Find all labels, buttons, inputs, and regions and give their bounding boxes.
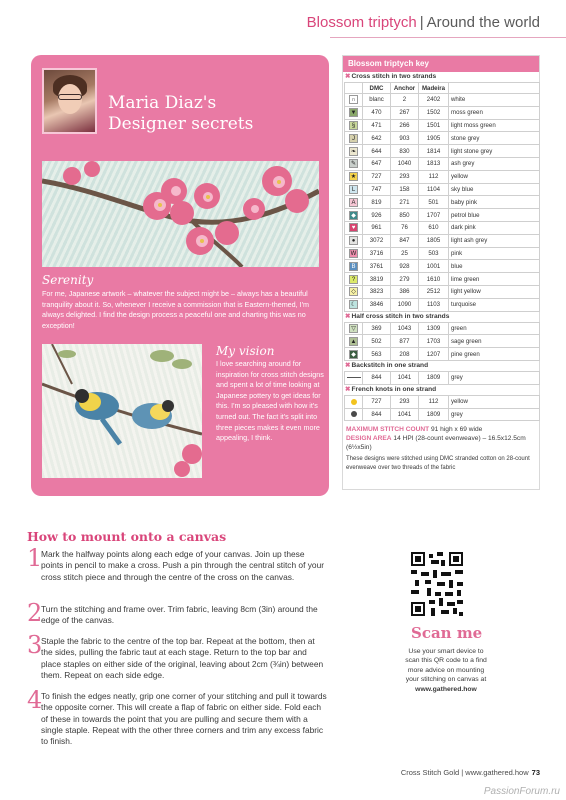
dmc-code: 926 xyxy=(363,209,391,222)
swatch-cell xyxy=(345,371,363,384)
stitch-symbol-icon: ☾ xyxy=(350,302,357,309)
stitch-key xyxy=(342,55,540,490)
key-row xyxy=(345,234,540,247)
thread-name: baby pink xyxy=(449,196,540,209)
madeira-code: 2512 xyxy=(419,285,449,298)
thread-name: light stone grey xyxy=(449,145,540,158)
dmc-code: 644 xyxy=(363,145,391,158)
instruction-step xyxy=(27,686,327,747)
key-row xyxy=(345,298,540,311)
anchor-code: 1041 xyxy=(391,371,419,384)
anchor-code: 293 xyxy=(391,170,419,183)
name-column-header xyxy=(449,83,540,94)
key-row xyxy=(345,119,540,132)
madeira-code: 1814 xyxy=(419,145,449,158)
key-row xyxy=(345,247,540,260)
swatch-cell xyxy=(345,94,363,107)
cross-marker-icon: ✖ xyxy=(345,73,351,80)
swatch-cell xyxy=(345,322,363,335)
anchor-code: 2 xyxy=(391,94,419,107)
cross-marker-icon: ✖ xyxy=(345,385,351,393)
madeira-code: 112 xyxy=(419,395,449,408)
key-row xyxy=(345,221,540,234)
thread-name: yellow xyxy=(449,395,540,408)
thread-name: light ash grey xyxy=(449,234,540,247)
key-row xyxy=(345,371,540,384)
serenity-heading: Serenity xyxy=(42,273,94,287)
swatch-cell xyxy=(345,260,363,273)
anchor-code: 1090 xyxy=(391,298,419,311)
swatch-cell xyxy=(345,106,363,119)
step-text: Staple the fabric to the centre of the top bar. Repeat at the bottom, then at the sides, pulling the fabric taut at each stage. Return to the top bar and place staples on either side of the original, leaving about 2cm (¾in) between them. Repeat on each side edge. xyxy=(41,636,324,680)
anchor-code: 266 xyxy=(391,119,419,132)
swatch-cell xyxy=(345,335,363,348)
madeira-code: 501 xyxy=(419,196,449,209)
french-knots-heading: ✖French knots in one strand xyxy=(345,385,437,393)
site-watermark: PassionForum.ru xyxy=(483,786,560,797)
french-knots-table xyxy=(344,395,540,422)
madeira-code: 1309 xyxy=(419,322,449,335)
thread-name: stone grey xyxy=(449,132,540,145)
key-row xyxy=(345,157,540,170)
page-footer xyxy=(401,768,540,777)
column-header: DMC xyxy=(363,83,391,94)
stitch-symbol-icon: ▽ xyxy=(349,324,358,333)
cross-marker-icon: ✖ xyxy=(345,361,351,369)
dmc-code: 3072 xyxy=(363,234,391,247)
key-row xyxy=(345,209,540,222)
step-number: 4 xyxy=(27,686,43,714)
thread-name: grey xyxy=(449,408,540,421)
key-row xyxy=(345,145,540,158)
step-number: 1 xyxy=(27,544,43,572)
madeira-code: 1207 xyxy=(419,348,449,361)
anchor-code: 271 xyxy=(391,196,419,209)
cross-stitch-heading: ✖Cross stitch in two strands xyxy=(345,73,437,80)
dmc-code: 3716 xyxy=(363,247,391,260)
stitch-symbol-icon: § xyxy=(349,121,358,130)
thread-name: blue xyxy=(449,260,540,273)
anchor-code: 208 xyxy=(391,348,419,361)
swatch-cell xyxy=(345,408,363,421)
anchor-code: 279 xyxy=(391,273,419,286)
thread-name: dark pink xyxy=(449,221,540,234)
dmc-code: 642 xyxy=(363,132,391,145)
scan-url[interactable]: www.gathered.how xyxy=(415,685,477,693)
thread-name: ash grey xyxy=(449,157,540,170)
dmc-code: 3846 xyxy=(363,298,391,311)
thread-name: grey xyxy=(449,371,540,384)
swatch-cell xyxy=(345,395,363,408)
max-count-label: MAXIMUM STITCH COUNT xyxy=(346,426,430,434)
madeira-code: 1809 xyxy=(419,371,449,384)
vision-body: I love searching around for inspiration for cross stitch designs and spent a lot of time looking at Japanese pottery to get ideas for this. I'm so pleased with how it's turned out. The fact it's split into three pieces makes it even more appealing, I think. xyxy=(216,359,324,443)
birds-illustration xyxy=(42,344,202,478)
column-header: Madeira xyxy=(419,83,449,94)
stitch-symbol-icon: ∩ xyxy=(349,95,358,104)
running-header xyxy=(307,14,540,31)
scan-heading: Scan me xyxy=(411,624,483,642)
key-header-row xyxy=(345,83,540,94)
thread-name: light moss green xyxy=(449,119,540,132)
page-number: 73 xyxy=(531,768,540,777)
thread-name: pine green xyxy=(449,348,540,361)
dmc-code: 470 xyxy=(363,106,391,119)
madeira-code: 1502 xyxy=(419,106,449,119)
qr-code[interactable] xyxy=(411,552,463,616)
stitch-symbol-icon: ★ xyxy=(350,174,357,181)
scan-text: Use your smart device to scan this QR code to a find more advice on mounting your stitching on canvas at xyxy=(405,648,487,684)
stitch-symbol-icon: J xyxy=(349,134,358,143)
stitch-symbol-icon: B xyxy=(349,262,358,271)
thread-name: sky blue xyxy=(449,183,540,196)
thread-name: moss green xyxy=(449,106,540,119)
vision-heading: My vision xyxy=(216,344,275,358)
half-cross-table xyxy=(344,322,540,361)
stitch-symbol-icon: ▲ xyxy=(350,338,357,345)
anchor-code: 267 xyxy=(391,106,419,119)
key-row xyxy=(345,273,540,286)
swatch-cell xyxy=(345,348,363,361)
dmc-code: 727 xyxy=(363,170,391,183)
step-number: 3 xyxy=(27,631,43,659)
thread-name: light yellow xyxy=(449,285,540,298)
thread-name: yellow xyxy=(449,170,540,183)
blossom-stitch-image xyxy=(42,161,319,267)
dmc-code: 3823 xyxy=(363,285,391,298)
madeira-code: 610 xyxy=(419,221,449,234)
thread-name: turquoise xyxy=(449,298,540,311)
max-count-value: 91 high x 69 wide xyxy=(431,426,483,434)
madeira-code: 1905 xyxy=(419,132,449,145)
dmc-code: 502 xyxy=(363,335,391,348)
anchor-code: 1040 xyxy=(391,157,419,170)
madeira-code: 1103 xyxy=(419,298,449,311)
dmc-code: 369 xyxy=(363,322,391,335)
dmc-code: blanc xyxy=(363,94,391,107)
design-area-label: DESIGN AREA xyxy=(346,435,392,443)
anchor-code: 850 xyxy=(391,209,419,222)
symbol-column-header xyxy=(345,83,363,94)
madeira-code: 1501 xyxy=(419,119,449,132)
anchor-code: 928 xyxy=(391,260,419,273)
swatch-cell xyxy=(345,170,363,183)
cross-stitch-table xyxy=(344,82,540,312)
dmc-code: 3819 xyxy=(363,273,391,286)
key-row xyxy=(345,348,540,361)
mount-heading: How to mount onto a canvas xyxy=(27,529,227,544)
key-row xyxy=(345,132,540,145)
blossom-illustration xyxy=(42,161,319,267)
header-separator: | xyxy=(419,14,424,31)
key-row xyxy=(345,322,540,335)
anchor-code: 386 xyxy=(391,285,419,298)
birds-stitch-image xyxy=(42,344,202,478)
serenity-body: For me, Japanese artwork – whatever the subject might be – always has a beautiful tranquility about it. So, whenever I receive a commission that is Eastern-themed, I'm always delighted. I find the design process a peaceful one and charting this was no exception! xyxy=(42,289,310,330)
series-title: Blossom triptych xyxy=(306,14,417,31)
swatch-cell xyxy=(345,273,363,286)
anchor-code: 76 xyxy=(391,221,419,234)
thread-name: pink xyxy=(449,247,540,260)
anchor-code: 25 xyxy=(391,247,419,260)
backstitch-line-icon xyxy=(347,377,361,379)
swatch-cell xyxy=(345,285,363,298)
madeira-code: 1104 xyxy=(419,183,449,196)
key-row xyxy=(345,94,540,107)
designer-portrait xyxy=(42,68,97,134)
anchor-code: 830 xyxy=(391,145,419,158)
designer-title xyxy=(108,93,253,135)
backstitch-table xyxy=(344,371,540,385)
instruction-step xyxy=(27,544,327,583)
step-text: Turn the stitching and frame over. Trim fabric, leaving 8cm (3in) around the edge of the canvas. xyxy=(41,604,318,626)
madeira-code: 1707 xyxy=(419,209,449,222)
dmc-code: 961 xyxy=(363,221,391,234)
thread-name: lime green xyxy=(449,273,540,286)
key-row xyxy=(345,408,540,421)
step-text: To finish the edges neatly, grip one corner of your stitching and pull it towards the opposite corner. This will create a flap of fabric on either side. Fold each of these in towards the point that you are pulling and secure them with a single staple. Repeat with the other three corners and trim any excess fabric to finish. xyxy=(41,691,327,747)
stitch-symbol-icon: ▼ xyxy=(350,110,357,117)
anchor-code: 158 xyxy=(391,183,419,196)
stitch-symbol-icon: ? xyxy=(349,275,358,284)
madeira-code: 1809 xyxy=(419,408,449,421)
anchor-code: 1043 xyxy=(391,322,419,335)
madeira-code: 1813 xyxy=(419,157,449,170)
madeira-code: 112 xyxy=(419,170,449,183)
instruction-step xyxy=(27,599,327,627)
swatch-cell xyxy=(345,119,363,132)
stitch-symbol-icon: A xyxy=(349,198,358,207)
thread-name: green xyxy=(449,322,540,335)
stitch-symbol-icon: L xyxy=(349,185,358,194)
swatch-cell xyxy=(345,132,363,145)
swatch-cell xyxy=(345,234,363,247)
dmc-code: 727 xyxy=(363,395,391,408)
thread-name: white xyxy=(449,94,540,107)
anchor-code: 1041 xyxy=(391,408,419,421)
stitch-symbol-icon: ◆ xyxy=(349,211,358,220)
swatch-cell xyxy=(345,157,363,170)
cross-marker-icon: ✖ xyxy=(345,312,351,320)
dmc-code: 819 xyxy=(363,196,391,209)
stitch-symbol-icon: ◇ xyxy=(349,287,358,296)
key-row xyxy=(345,106,540,119)
header-rule xyxy=(330,37,566,38)
key-row xyxy=(345,285,540,298)
madeira-code: 2402 xyxy=(419,94,449,107)
key-title: Blossom triptych key xyxy=(343,56,539,72)
key-row xyxy=(345,260,540,273)
stitch-symbol-icon: ♥ xyxy=(349,223,358,232)
key-row xyxy=(345,196,540,209)
swatch-cell xyxy=(345,196,363,209)
stitch-symbol-icon: ❧ xyxy=(350,148,357,155)
swatch-cell xyxy=(345,221,363,234)
swatch-cell xyxy=(345,183,363,196)
stitch-symbol-icon: ● xyxy=(349,236,358,245)
backstitch-heading: ✖Backstitch in one strand xyxy=(345,361,429,369)
anchor-code: 293 xyxy=(391,395,419,408)
portrait-glasses xyxy=(58,94,82,100)
dmc-code: 3761 xyxy=(363,260,391,273)
instruction-step xyxy=(27,631,327,681)
key-row xyxy=(345,395,540,408)
thread-name: sage green xyxy=(449,335,540,348)
dmc-code: 844 xyxy=(363,408,391,421)
dmc-code: 471 xyxy=(363,119,391,132)
key-note: These designs were stitched using DMC stranded cotton on 28-count evenweave over two threads of the fabric xyxy=(346,456,530,471)
madeira-code: 1001 xyxy=(419,260,449,273)
swatch-cell xyxy=(345,247,363,260)
magazine-credit: Cross Stitch Gold | www.gathered.how xyxy=(400,768,529,777)
swatch-cell xyxy=(345,209,363,222)
stitch-symbol-icon: W xyxy=(350,250,357,257)
step-text: Mark the halfway points along each edge of your canvas. Join up these points in pencil to make a cross. Push a pin through the central stitch of your cross stitch piece and through the centre of the cross on the canvas. xyxy=(41,549,325,582)
anchor-code: 877 xyxy=(391,335,419,348)
designer-title-line2: Designer secrets xyxy=(108,114,254,134)
anchor-code: 847 xyxy=(391,234,419,247)
anchor-code: 903 xyxy=(391,132,419,145)
designer-title-line1: Maria Diaz's xyxy=(108,93,217,113)
step-number: 2 xyxy=(27,599,43,627)
dmc-code: 844 xyxy=(363,371,391,384)
designer-panel xyxy=(31,55,329,496)
thread-name: petrol blue xyxy=(449,209,540,222)
madeira-code: 503 xyxy=(419,247,449,260)
madeira-code: 1610 xyxy=(419,273,449,286)
half-cross-heading: ✖Half cross stitch in two strands xyxy=(345,312,450,320)
stitch-symbol-icon: ✎ xyxy=(350,161,357,168)
madeira-code: 1703 xyxy=(419,335,449,348)
column-header: Anchor xyxy=(391,83,419,94)
swatch-cell xyxy=(345,145,363,158)
swatch-cell xyxy=(345,298,363,311)
key-row xyxy=(345,170,540,183)
french-knot-icon xyxy=(351,399,357,405)
stitch-symbol-icon: ◆ xyxy=(349,350,358,359)
dmc-code: 747 xyxy=(363,183,391,196)
scan-body xyxy=(402,647,490,694)
french-knot-icon xyxy=(351,411,357,417)
design-area-value: 14 HPI (28-count evenweave) – 16.5x12.5cm (6½x5in) xyxy=(346,435,526,452)
dmc-code: 647 xyxy=(363,157,391,170)
section-title: Around the world xyxy=(426,14,540,31)
madeira-code: 1805 xyxy=(419,234,449,247)
key-row xyxy=(345,335,540,348)
key-row xyxy=(345,183,540,196)
stitch-count xyxy=(343,421,539,452)
dmc-code: 563 xyxy=(363,348,391,361)
